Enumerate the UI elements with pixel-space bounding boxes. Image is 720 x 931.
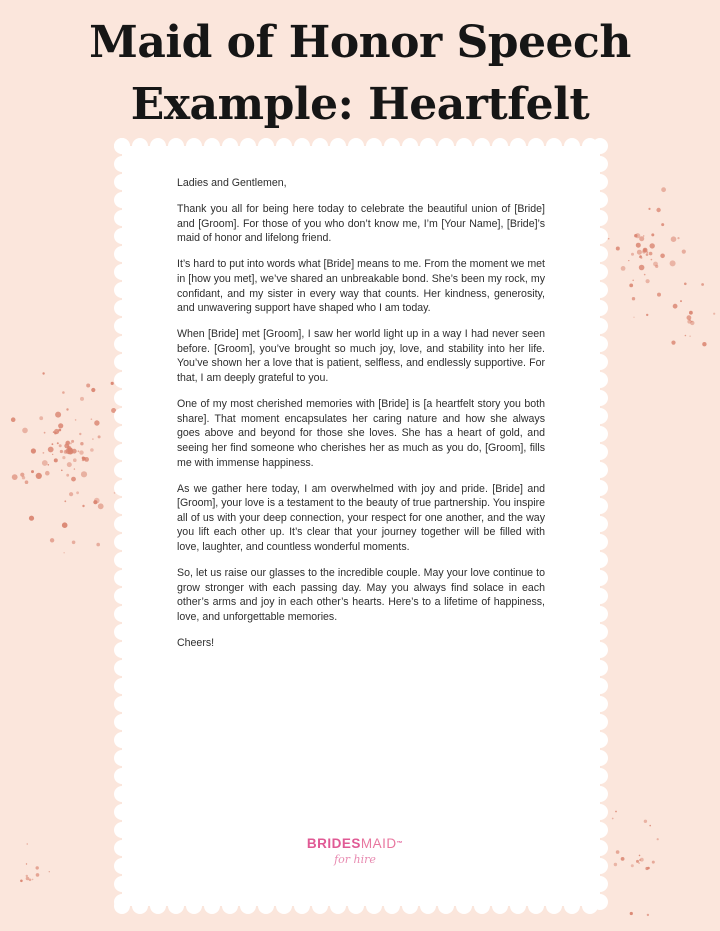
brand-wordmark <box>290 836 420 852</box>
title-line-1: Maid of Honor Speech <box>89 17 631 68</box>
brand-trademark: ™ <box>396 841 404 847</box>
brand-word-bold: BRIDES <box>306 836 361 851</box>
brand-logo <box>290 836 420 867</box>
closing: Cheers! <box>177 636 215 649</box>
paragraph-3: When [Bride] met [Groom], I saw her world light up in a way I had never seen before. [Groom], you’ve brought so much joy, love, and stability into her life. You’ve shown her a love that is patient, selfless, and endlessly supportive. For that, I am deeply grateful to you. <box>177 328 545 385</box>
title-line-2: Example: Heartfelt <box>130 79 590 130</box>
page-title <box>0 12 720 136</box>
paragraph-5: As we gather here today, I am overwhelmed with joy and pride. [Bride] and [Groom], your love is a testament to the beauty of true partnership. You inspire all of us with your deep connection, your respect for one another, and the way you lift each other up. It’s clear that your journey together will be filled with love, laughter, and countless wonderful moments. <box>177 482 545 553</box>
speech-text <box>177 176 545 662</box>
paragraph-4: One of my most cherished memories with [Bride] is [a heartfelt story you both share]. That moment encapsulates her caring nature and how she always goes above and beyond for those she loves. She has a heart of gold, and seeing her find someone who cherishes her as much as you do, [Groom], fills me with immense happiness. <box>177 398 545 469</box>
brand-tagline: for hire <box>334 853 376 866</box>
paragraph-6: So, let us raise our glasses to the incredible couple. May your love continue to grow stronger with each passing day. May you always find solace in each other’s arms and joy in each other’s hearts. Here’s to a lifetime of happiness, love, and unforgettable memories. <box>177 567 545 623</box>
brand-word-light: MAID <box>360 836 397 851</box>
salutation: Ladies and Gentlemen, <box>177 177 287 189</box>
paragraph-2: It’s hard to put into words what [Bride] means to me. From the moment we met in [how you met], we’ve shared an unbreakable bond. She’s been my rock, my confidant, and my sister in every way that counts. Her kindness, generosity, and unwavering support have shaped who I am today. <box>177 258 545 315</box>
paragraph-1: Thank you all for being here today to celebrate the beautiful union of [Bride] and [Groom]. For those of you who don’t know me, I’m [Your Name], [Bride]’s maid of honor and lifelong friend. <box>177 203 545 245</box>
